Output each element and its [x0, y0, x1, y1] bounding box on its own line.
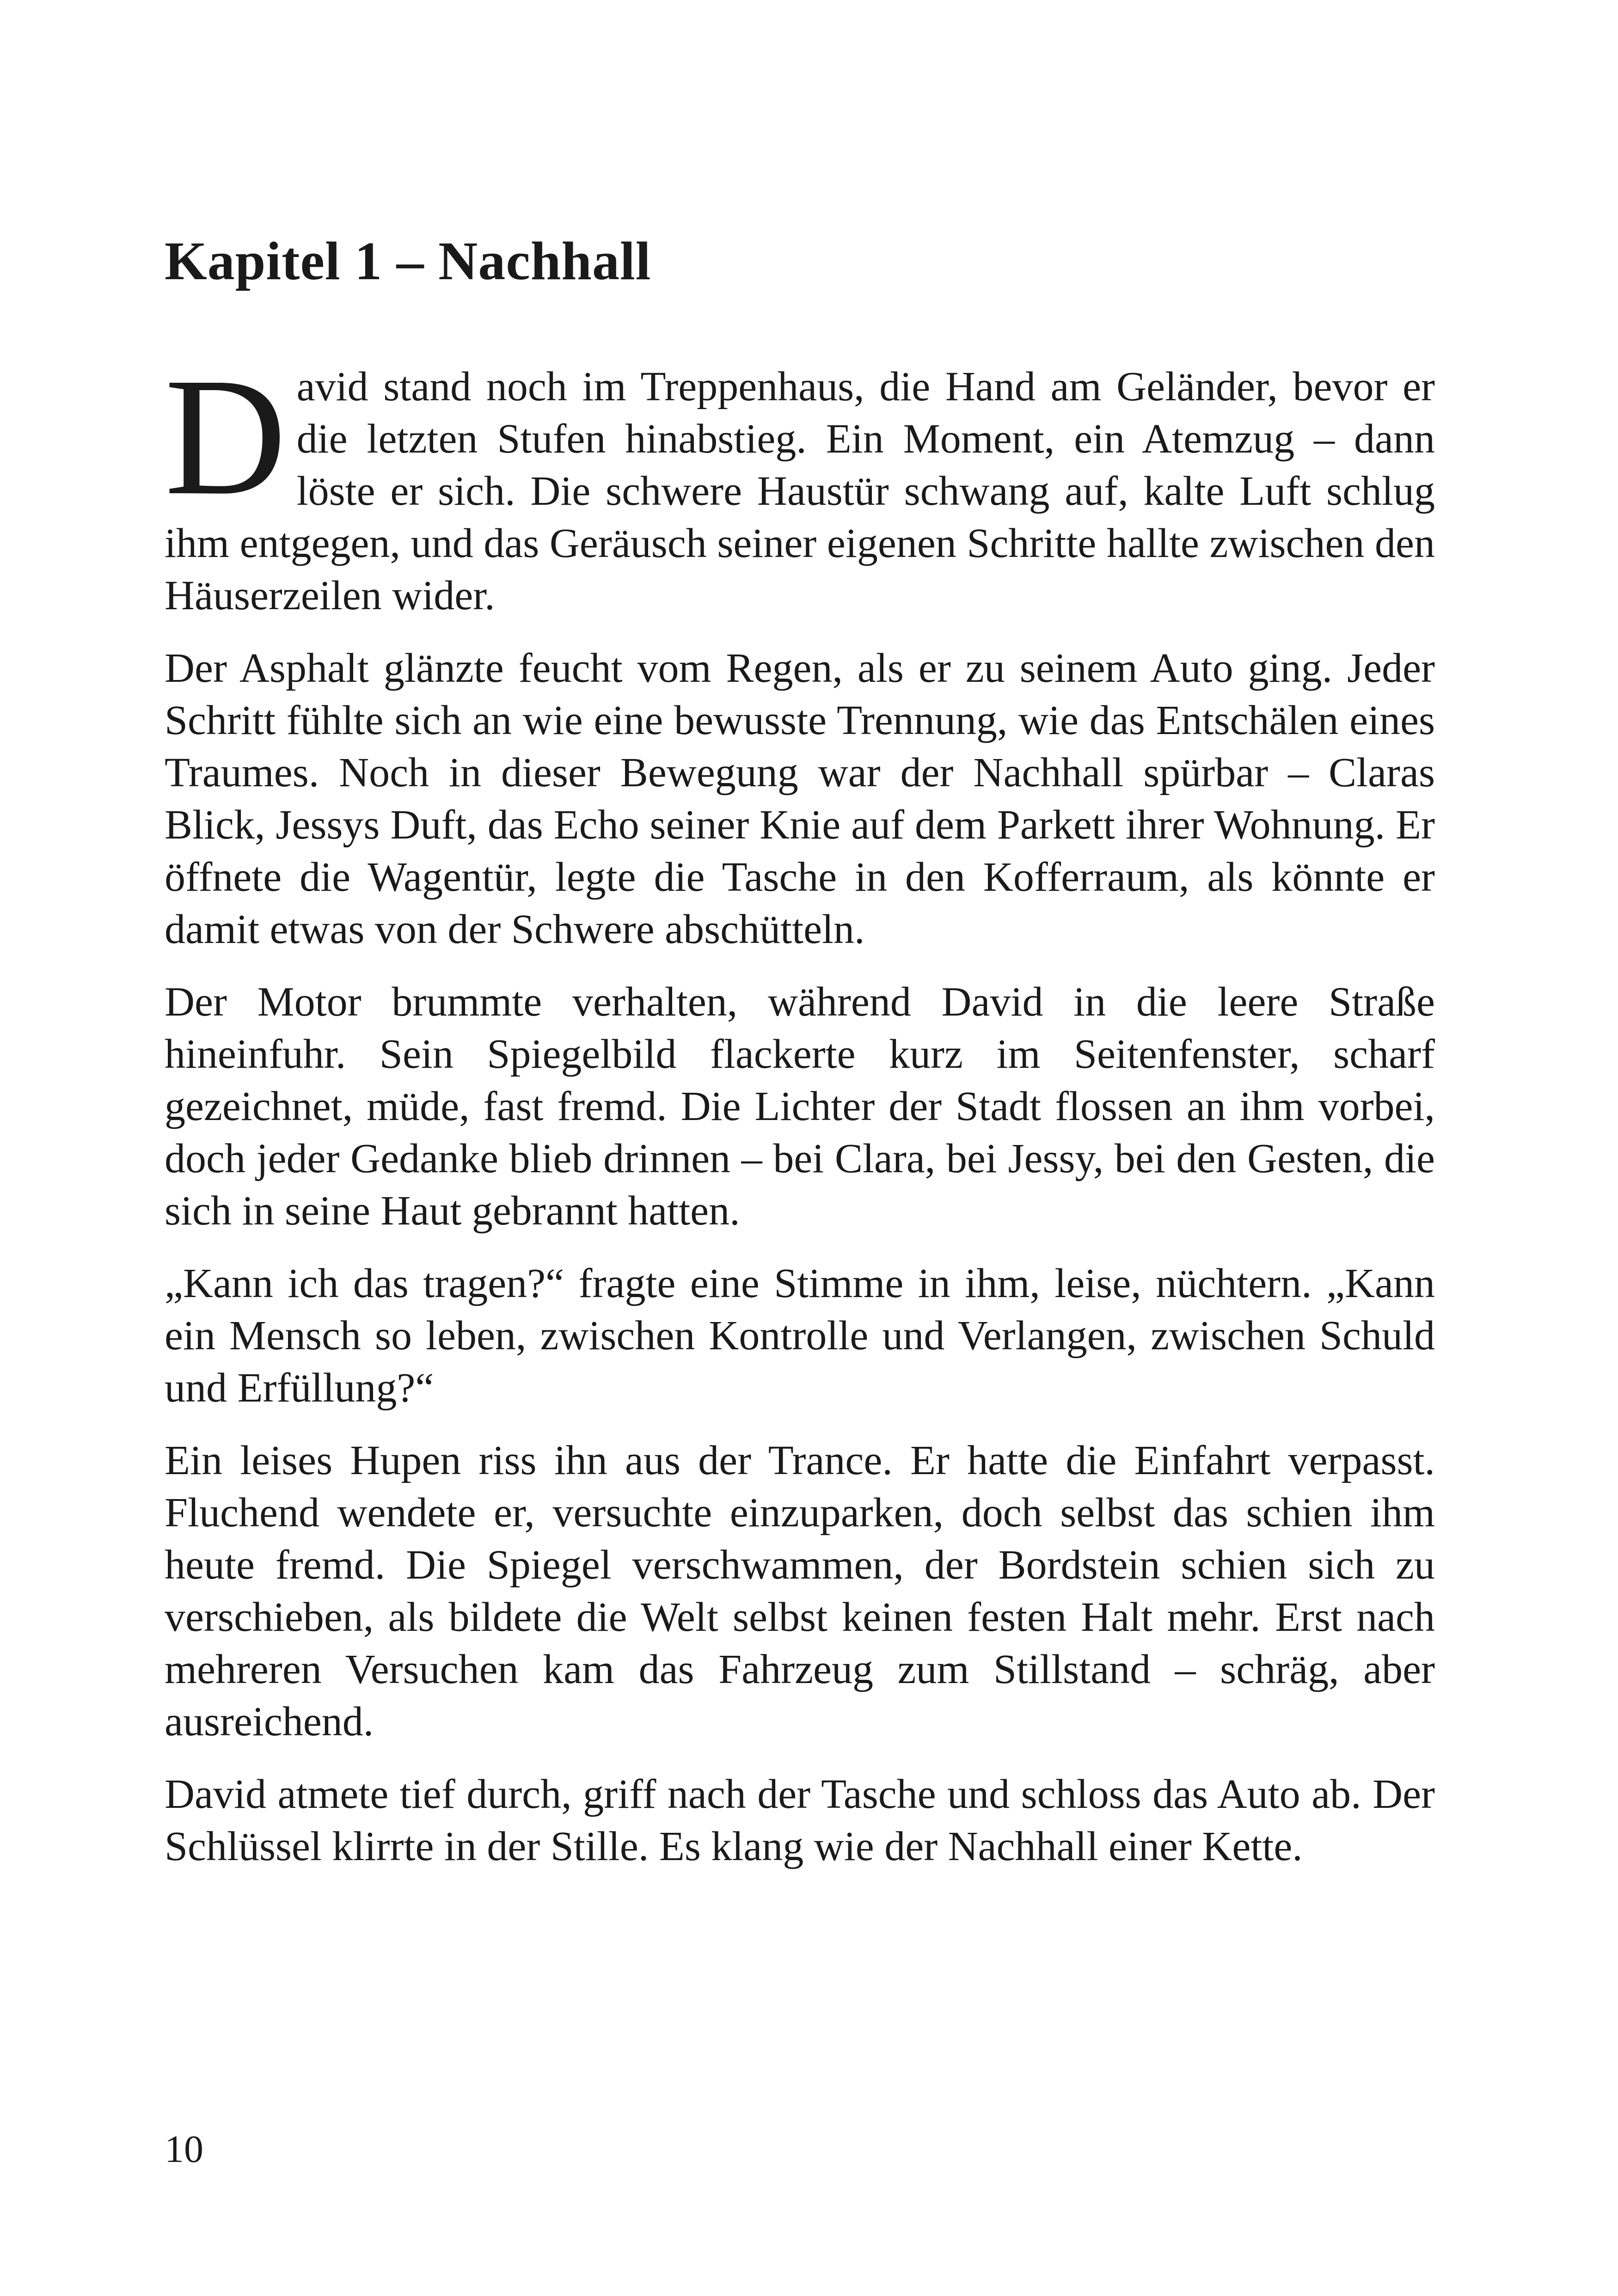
- paragraph-3: Der Motor brummte verhalten, während David in die leere Straße hineinfuhr. Sein Spiegelbild flackerte kurz im Seitenfenster, scharf gezeichnet, müde, fast fremd. Die Lichter der Stadt flossen an ihm vorbei, doch jeder Gedanke blieb drinnen – bei Clara, bei Jessy, bei den Gesten, die sich in seine Haut gebrannt hatten.: [165, 979, 1435, 1234]
- chapter-body: [165, 343, 1435, 1893]
- paragraph-1-text: avid stand noch im Treppenhaus, die Hand am Geländer, bevor er die letzten Stufen hinabstieg. Ein Moment, ein Atemzug – dann löste er sich. Die schwere Haustür schwang auf, kalte Luft schlug ihm entgegen, und das Geräusch seiner eigenen Schritte hallte zwischen den Häuserzeilen wider.: [165, 364, 1435, 618]
- paragraph-5: Ein leises Hupen riss ihn aus der Trance. Er hatte die Einfahrt verpasst. Fluchend wendete er, versuchte einzuparken, doch selbst das schien ihm heute fremd. Die Spiegel verschwammen, der Bordstein schien sich zu verschieben, als bildete die Welt selbst keinen festen Halt mehr. Erst nach mehreren Versuchen kam das Fahrzeug zum Stillstand – schräg, aber ausreichend.: [165, 1438, 1435, 1745]
- drop-cap: D: [165, 343, 287, 530]
- paragraph-2: Der Asphalt glänzte feucht vom Regen, als er zu seinem Auto ging. Jeder Schritt fühlte sich an wie eine bewusste Trennung, wie das Entschälen eines Traumes. Noch in dieser Bewegung war der Nachhall spürbar – Claras Blick, Jessys Duft, das Echo seiner Knie auf dem Parkett ihrer Wohnung. Er öffnete die Wagentür, legte die Tasche in den Kofferraum, als könnte er damit etwas von der Schwere abschütteln.: [165, 645, 1435, 952]
- chapter-title: Kapitel 1 – Nachhall: [165, 231, 651, 291]
- page-number: 10: [165, 2128, 203, 2171]
- paragraph-1: [165, 343, 1435, 622]
- paragraph-6: David atmete tief durch, griff nach der Tasche und schloss das Auto ab. Der Schlüssel klirrte in der Stille. Es klang wie der Nachhall einer Kette.: [165, 1771, 1435, 1869]
- paragraph-4: „Kann ich das tragen?“ fragte eine Stimme in ihm, leise, nüchtern. „Kann ein Mensch so leben, zwischen Kontrolle und Verlangen, zwischen Schuld und Erfüllung?“: [165, 1261, 1435, 1411]
